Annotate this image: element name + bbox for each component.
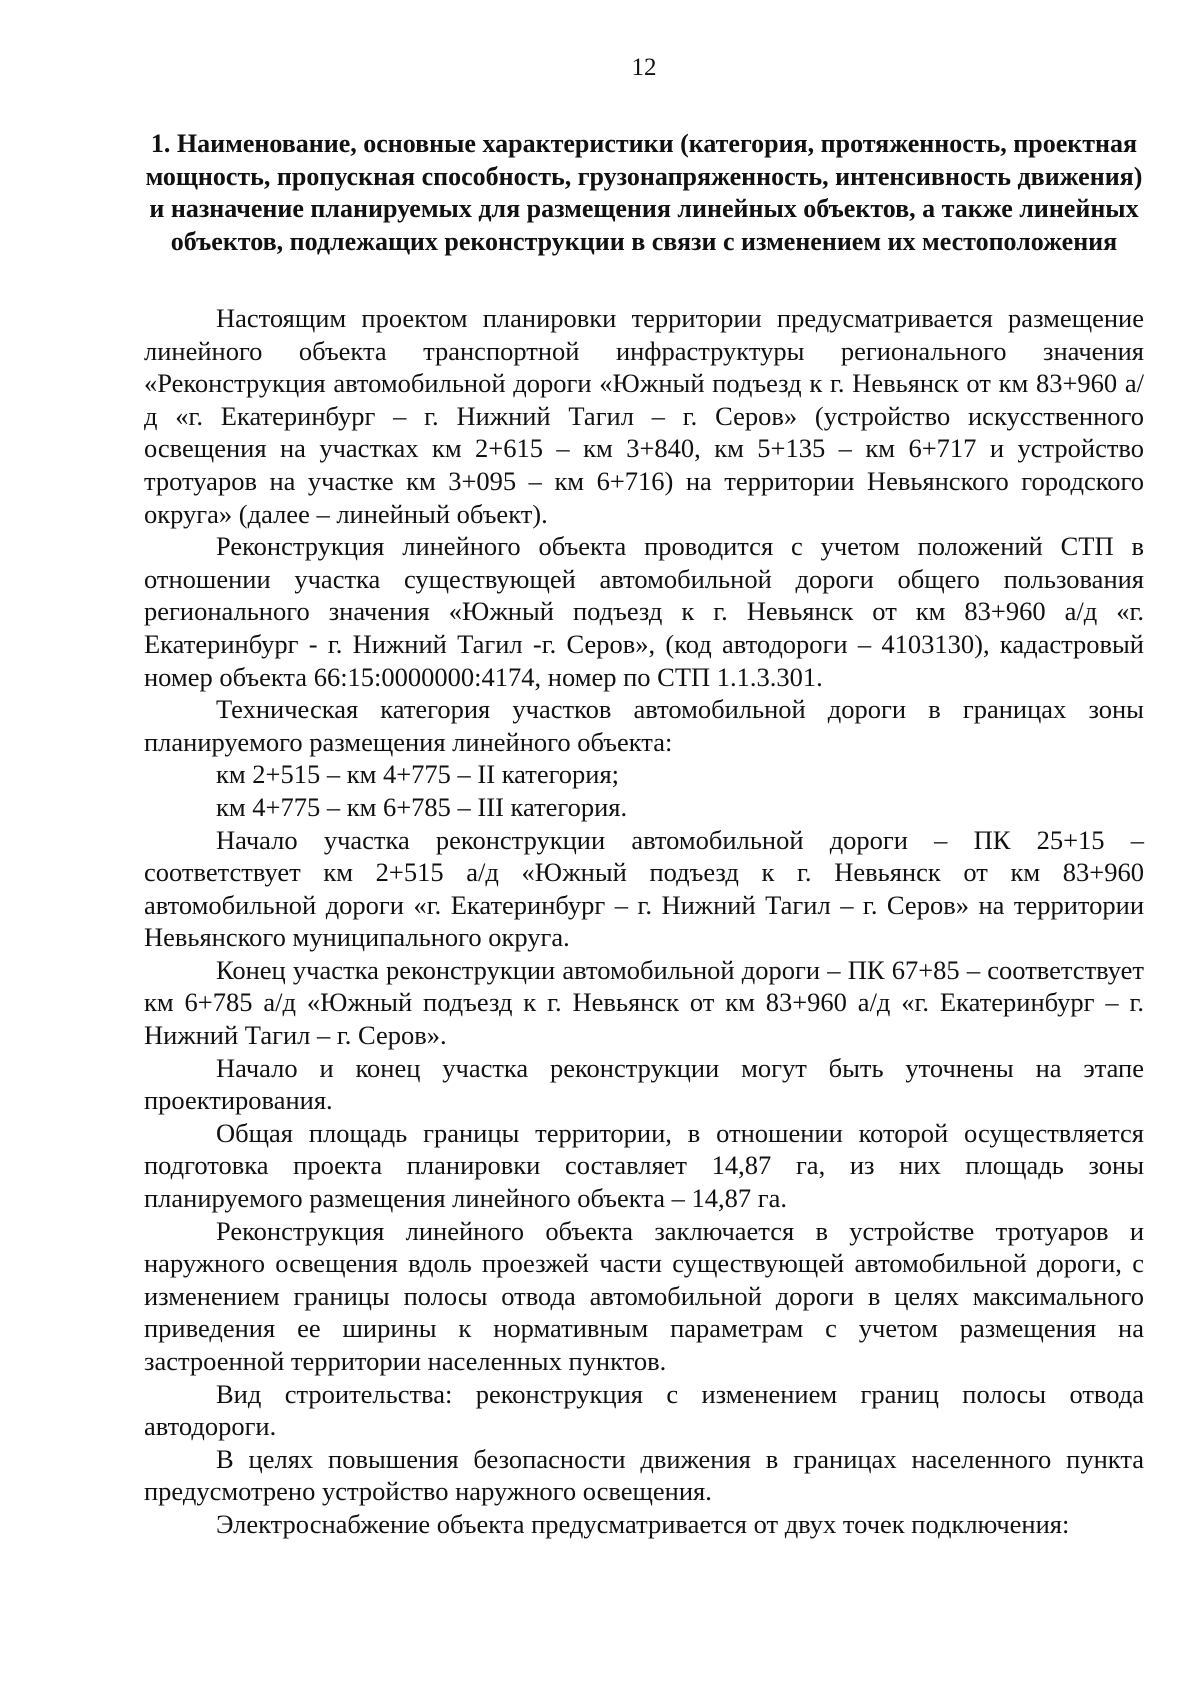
paragraph-clarification-note: Начало и конец участка реконструкции могут быть уточнены на этапе проектирования. [144,1052,1144,1116]
paragraph-power-supply: Электроснабжение объекта предусматривается от двух точек подключения: [216,1508,1070,1539]
paragraph-reconstruction-basis: Реконструкция линейного объекта проводится с учетом положений СТП в отношении участка существующей автомобильной дороги общего пользования регионального значения «Южный подъезд к г. Невьянск от км 83+960 а/д «г. Екатеринбург - г. Нижний Тагил -г. Серов», (код автодороги – 4103130), кадастровый номер объекта 66:15:0000000:4174, номер по СТП 1.1.3.301. [144,531,1144,692]
paragraph-section-end: Конец участка реконструкции автомобильной дороги – ПК 67+85 – соответствует км 6+785 а/д «Южный подъезд к г. Невьянск от км 83+960 а/д «г. Екатеринбург – г. Нижний Тагил – г. Серов». [144,954,1144,1051]
document-body [144,302,1144,1541]
page-number: 12 [631,54,657,81]
paragraph-lighting: В целях повышения безопасности движения в границах населенного пункта предусмотрено устройство наружного освещения. [144,1443,1144,1507]
paragraph-category-iii: км 4+775 – км 6+785 – III категория. [216,791,628,822]
paragraph-technical-category: Техническая категория участков автомобильной дороги в границах зоны планируемого размещения линейного объекта: [144,694,1144,757]
paragraph-construction-type: Вид строительства: реконструкция с изменением границ полосы отвода автодороги. [144,1378,1144,1442]
paragraph-reconstruction-works: Реконструкция линейного объекта заключается в устройстве тротуаров и наружного освещения вдоль проезжей части существующей автомобильной дороги, с изменением границы полосы отвода автомобильной дороги в целях максимального приведения ее ширины к нормативным параметрам с учетом размещения на застроенной территории населенных пунктов. [144,1215,1144,1376]
paragraph-category-ii: км 2+515 – км 4+775 – II категория; [216,759,620,790]
paragraph-total-area: Общая площадь границы территории, в отношении которой осуществляется подготовка проекта планировки составляет 14,87 га, из них площадь зоны планируемого размещения линейного объекта – 14,87 га. [144,1117,1144,1214]
section-heading: 1. Наименование, основные характеристики (категория, протяженность, проектная мощность, пропускная способность, грузонапряженность, интенсивность движения) и назначение планируемых для размещения линейных объектов, а также линейных объектов, подлежащих реконструкции в связи с изменением их местоположения [145,129,1143,256]
paragraph-section-start: Начало участка реконструкции автомобильной дороги – ПК 25+15 – соответствует км 2+515 а/д «Южный подъезд к г. Невьянск от км 83+960 автомобильной дороги «г. Екатеринбург – г. Нижний Тагил – г. Серов» на территории Невьянского муниципального округа. [144,824,1144,953]
paragraph-project-scope: Настоящим проектом планировки территории предусматривается размещение линейного объекта транспортной инфраструктуры регионального значения «Реконструкция автомобильной дороги «Южный подъезд к г. Невьянск от км 83+960 а/д «г. Екатеринбург – г. Нижний Тагил – г. Серов» (устройство искусственного освещения на участках км 2+615 – км 3+840, км 5+135 – км 6+717 и устройство тротуаров на участке км 3+095 – км 6+716) на территории Невьянского городского округа» (далее – линейный объект). [144,303,1144,529]
